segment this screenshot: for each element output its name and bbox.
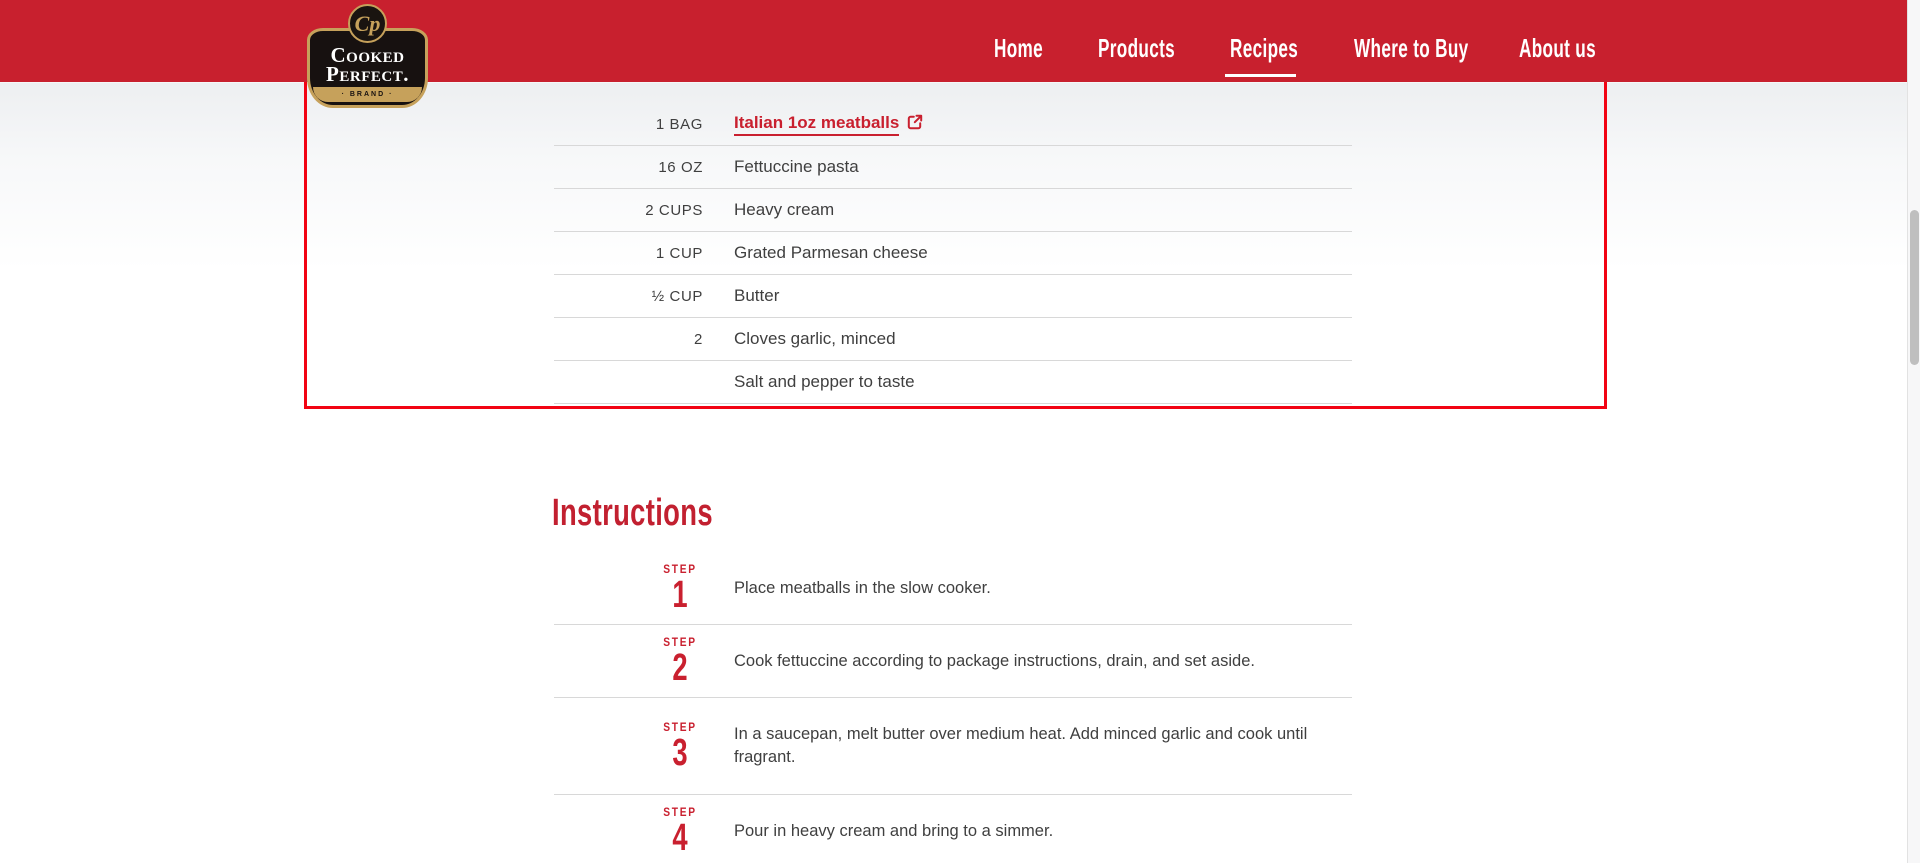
step-number: 1	[672, 573, 688, 616]
ingredient-qty: 16 OZ	[658, 158, 703, 176]
scrollbar-track[interactable]	[1907, 0, 1920, 863]
ingredient-row	[554, 275, 1352, 318]
ingredient-row	[554, 361, 1352, 404]
logo-brand-band	[313, 87, 422, 102]
ingredient-qty: ½ CUP	[651, 287, 703, 305]
step-row-3	[554, 698, 1352, 795]
logo-text-cooked: Cooked	[330, 43, 405, 67]
step-label: STEP	[663, 634, 697, 649]
cooked-perfect-logo[interactable]	[307, 4, 428, 112]
ingredient-row	[554, 146, 1352, 189]
active-nav-underline	[1225, 74, 1296, 77]
ingredients-list	[554, 103, 1352, 404]
step-badge-column	[554, 561, 703, 616]
logo-monogram: Cp	[354, 10, 381, 36]
ingredient-name: Salt and pepper to taste	[734, 372, 915, 391]
step-badge	[657, 561, 703, 616]
step-badge	[657, 634, 703, 689]
nav-item-where-to-buy[interactable]: Where to Buy	[1354, 33, 1469, 63]
logo-text-perfect: Perfect.	[326, 62, 409, 86]
ingredient-name: Fettuccine pasta	[734, 157, 859, 176]
ingredient-qty: 1 CUP	[655, 244, 703, 262]
external-link-icon	[907, 114, 923, 135]
italian-meatballs-link[interactable]: Italian 1oz meatballs	[734, 113, 899, 136]
ingredient-row	[554, 103, 1352, 146]
step-number: 4	[672, 817, 688, 860]
step-text: Pour in heavy cream and bring to a simmer.	[734, 822, 1054, 840]
ingredient-qty: 2	[694, 330, 703, 348]
step-row-1	[554, 552, 1352, 625]
step-row-2	[554, 625, 1352, 698]
step-badge-column	[554, 634, 703, 689]
ingredient-qty: 1 BAG	[655, 115, 703, 133]
ingredient-name: Cloves garlic, minced	[734, 329, 896, 348]
step-text: In a saucepan, melt butter over medium heat. Add minced garlic and cook until fragrant.	[734, 725, 1308, 766]
step-text: Place meatballs in the slow cooker.	[734, 578, 991, 597]
logo-brand-text: · BRAND ·	[341, 91, 394, 98]
instructions-steps	[554, 552, 1352, 863]
ingredient-qty: 2 CUPS	[645, 201, 703, 219]
step-badge-column	[554, 719, 703, 774]
step-badge-column	[554, 805, 703, 860]
logo-monogram-circle	[348, 4, 387, 43]
step-badge	[657, 805, 703, 860]
scrollbar-thumb[interactable]	[1910, 210, 1919, 365]
header-bar	[0, 0, 1907, 82]
ingredient-name	[734, 113, 923, 136]
step-label: STEP	[663, 719, 697, 734]
ingredient-row	[554, 318, 1352, 361]
instructions-heading: Instructions	[552, 492, 713, 534]
ingredient-name: Heavy cream	[734, 200, 835, 219]
ingredient-row	[554, 189, 1352, 232]
step-text: Cook fettuccine according to package instructions, drain, and set aside.	[734, 651, 1255, 670]
nav-item-home[interactable]: Home	[994, 33, 1044, 63]
nav-item-about-us[interactable]: About us	[1519, 33, 1596, 63]
ingredient-name: Grated Parmesan cheese	[734, 243, 928, 262]
ingredient-name: Butter	[734, 286, 780, 305]
nav-item-recipes[interactable]: Recipes	[1230, 33, 1299, 63]
step-label: STEP	[663, 561, 697, 576]
step-number: 3	[672, 731, 688, 774]
nav-item-products[interactable]: Products	[1098, 33, 1176, 63]
ingredient-row	[554, 232, 1352, 275]
step-badge	[657, 719, 703, 774]
step-label: STEP	[663, 805, 697, 820]
step-number: 2	[672, 646, 688, 689]
step-row-4	[554, 795, 1352, 863]
